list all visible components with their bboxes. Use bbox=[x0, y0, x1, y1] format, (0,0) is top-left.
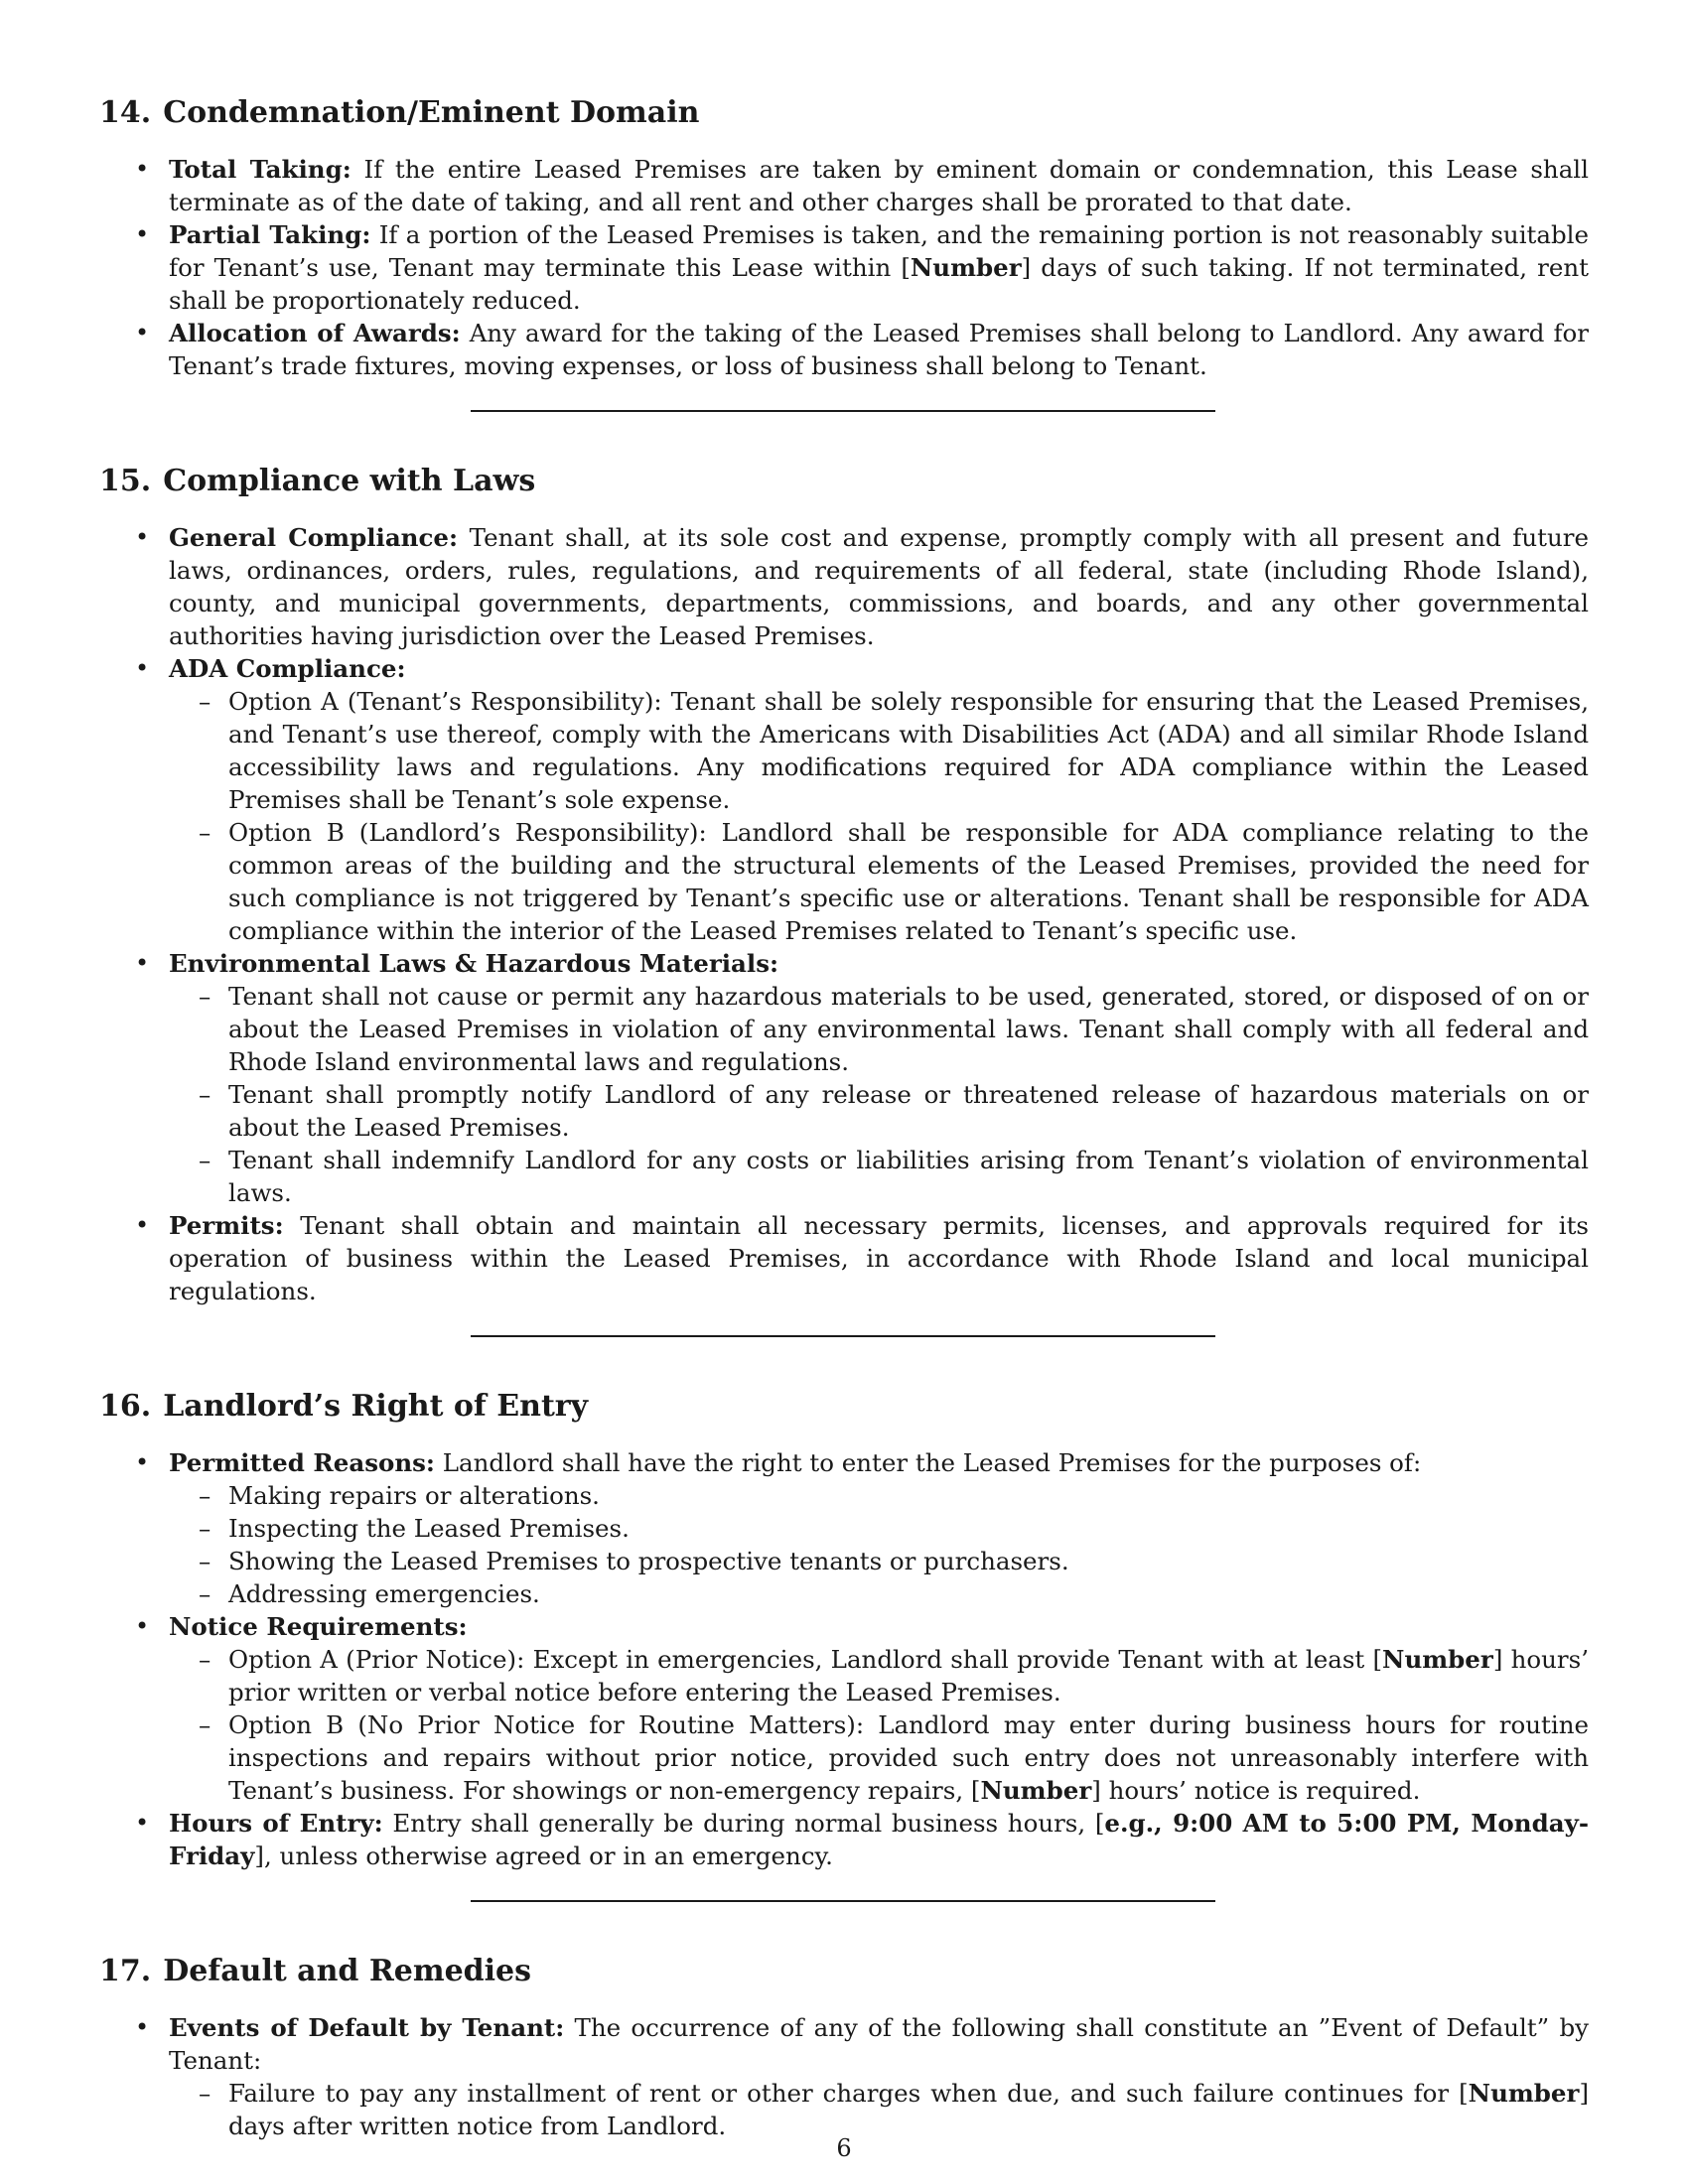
sub-item: – Inspecting the Leased Premises. bbox=[169, 1512, 1589, 1545]
section-17 bbox=[99, 1946, 1589, 2142]
section-divider bbox=[471, 1900, 1215, 1902]
item-text: ] hours’ notice is required. bbox=[1091, 1776, 1421, 1805]
sub-list bbox=[169, 980, 1589, 1209]
sub-item: – Option B (Landlord’s Responsibility): Landlord shall be responsible for ADA compliance relating to the common areas of the building and the structural elements of the Leased Premises, provided the need for such compliance is not triggered by Tenant’s specific use or alterations. Tenant shall be responsible for ADA compliance within the interior of the Leased Premises related to Tenant’s specific use. bbox=[169, 816, 1589, 947]
sub-item bbox=[169, 1708, 1589, 1807]
item-label: Permitted Reasons: bbox=[169, 1448, 435, 1477]
placeholder: e.g., 9:00 AM to 5:00 PM, Monday-Friday bbox=[169, 1809, 1590, 1870]
page-number: 6 bbox=[836, 2134, 852, 2162]
section-number: 16. bbox=[99, 1389, 152, 1424]
section-number: 17. bbox=[99, 1954, 152, 1988]
sub-list bbox=[169, 2077, 1589, 2142]
item-label: Total Taking: bbox=[169, 155, 352, 184]
list-item bbox=[99, 153, 1589, 218]
placeholder: Number bbox=[980, 1776, 1092, 1805]
item-text: ] days of such taking. If not terminated, rent shall be proportionately reduced. bbox=[169, 253, 1589, 315]
sub-item: – Tenant shall promptly notify Landlord of any release or threatened release of hazardous materials on or about the Leased Premises. bbox=[169, 1078, 1589, 1144]
list-item bbox=[99, 521, 1589, 652]
item-text: Failure to pay any installment of rent or other charges when due, and such failure continues for [ bbox=[228, 2079, 1469, 2108]
bullet-list bbox=[99, 1446, 1589, 1872]
item-text: Any award for the taking of the Leased Premises shall belong to Landlord. Any award for Tenant’s trade fixtures, moving expenses, or loss of business shall belong to Tenant. bbox=[169, 319, 1589, 380]
item-label: Environmental Laws & Hazardous Materials: bbox=[169, 949, 779, 978]
section-heading bbox=[99, 1946, 1589, 1997]
item-text: The occurrence of any of the following shall constitute an ”Event of Default” by Tenant: bbox=[169, 2013, 1589, 2075]
item-text: Option A (Prior Notice): Except in emergencies, Landlord shall provide Tenant with at least [ bbox=[228, 1645, 1383, 1674]
bullet-list bbox=[99, 521, 1589, 1307]
section-16 bbox=[99, 1381, 1589, 1902]
section-number: 14. bbox=[99, 95, 152, 130]
item-label: Allocation of Awards: bbox=[169, 319, 461, 347]
item-text: Entry shall generally be during normal business hours, [ bbox=[392, 1809, 1105, 1838]
list-item bbox=[99, 947, 1589, 1209]
section-title: Compliance with Laws bbox=[163, 464, 536, 498]
item-label: Permits: bbox=[169, 1211, 284, 1240]
item-text: If the entire Leased Premises are taken by eminent domain or condemnation, this Lease shall terminate as of the date of taking, and all rent and other charges shall be prorated to that date. bbox=[169, 155, 1589, 216]
placeholder: Number bbox=[910, 253, 1022, 282]
item-label: Hours of Entry: bbox=[169, 1809, 383, 1838]
section-title: Condemnation/Eminent Domain bbox=[163, 95, 700, 130]
list-item bbox=[99, 1209, 1589, 1307]
item-label: Partial Taking: bbox=[169, 220, 371, 249]
item-text: ] days after written notice from Landlord. bbox=[228, 2079, 1589, 2140]
placeholder: Number bbox=[1468, 2079, 1580, 2108]
sub-item: – Tenant shall indemnify Landlord for any costs or liabilities arising from Tenant’s violation of environmental laws. bbox=[169, 1144, 1589, 1209]
sub-item: – Showing the Leased Premises to prospective tenants or purchasers. bbox=[169, 1545, 1589, 1577]
item-text: If a portion of the Leased Premises is taken, and the remaining portion is not reasonably suitable for Tenant’s use, Tenant may terminate this Lease within [ bbox=[169, 220, 1589, 282]
item-text: ], unless otherwise agreed or in an emergency. bbox=[254, 1842, 833, 1870]
item-label: Notice Requirements: bbox=[169, 1612, 468, 1641]
section-title: Default and Remedies bbox=[163, 1954, 532, 1988]
placeholder: Number bbox=[1382, 1645, 1493, 1674]
item-text: Landlord shall have the right to enter the Leased Premises for the purposes of: bbox=[442, 1448, 1422, 1477]
list-item bbox=[99, 218, 1589, 317]
section-divider bbox=[471, 1335, 1215, 1337]
section-divider bbox=[471, 410, 1215, 412]
section-heading bbox=[99, 456, 1589, 507]
item-text: Option B (No Prior Notice for Routine Matters): Landlord may enter during business hours for routine inspections and repairs without prior notice, provided such entry does not unreasonably interfere with Tenant’s business. For showings or non-emergency repairs, [ bbox=[228, 1710, 1589, 1805]
item-text: Tenant shall, at its sole cost and expense, promptly comply with all present and future laws, ordinances, orders, rules, regulations, and requirements of all federal, state (including Rhode Island), county, and municipal governments, departments, commissions, and boards, and any other governmental authorities having jurisdiction over the Leased Premises. bbox=[169, 523, 1589, 650]
item-label: General Compliance: bbox=[169, 523, 459, 552]
sub-item: – Option A (Tenant’s Responsibility): Tenant shall be solely responsible for ensuring that the Leased Premises, and Tenant’s use thereof, comply with the Americans with Disabilities Act (ADA) and all similar Rhode Island accessibility laws and regulations. Any modifications required for ADA compliance within the Leased Premises shall be Tenant’s sole expense. bbox=[169, 685, 1589, 816]
item-label: ADA Compliance: bbox=[169, 654, 406, 683]
list-item bbox=[99, 1807, 1589, 1872]
bullet-list bbox=[99, 153, 1589, 382]
list-item bbox=[99, 2011, 1589, 2142]
section-heading bbox=[99, 1381, 1589, 1433]
sub-list bbox=[169, 1479, 1589, 1610]
section-15 bbox=[99, 456, 1589, 1337]
sub-item: – Addressing emergencies. bbox=[169, 1577, 1589, 1610]
sub-item bbox=[169, 1643, 1589, 1708]
item-label: Events of Default by Tenant: bbox=[169, 2013, 565, 2042]
list-item bbox=[99, 1446, 1589, 1610]
section-title: Landlord’s Right of Entry bbox=[163, 1389, 589, 1424]
sub-item bbox=[169, 2077, 1589, 2142]
list-item bbox=[99, 317, 1589, 382]
sub-item: – Tenant shall not cause or permit any hazardous materials to be used, generated, stored, or disposed of on or about the Leased Premises in violation of any environmental laws. Tenant shall comply with all federal and Rhode Island environmental laws and regulations. bbox=[169, 980, 1589, 1078]
item-text: Tenant shall obtain and maintain all necessary permits, licenses, and approvals required for its operation of business within the Leased Premises, in accordance with Rhode Island and local municipal regulations. bbox=[169, 1211, 1589, 1305]
bullet-list bbox=[99, 2011, 1589, 2142]
sub-list bbox=[169, 1643, 1589, 1807]
item-text: ] hours’ prior written or verbal notice before entering the Leased Premises. bbox=[228, 1645, 1589, 1706]
page-content bbox=[99, 87, 1589, 2142]
sub-list bbox=[169, 685, 1589, 947]
list-item bbox=[99, 652, 1589, 947]
section-14 bbox=[99, 87, 1589, 412]
list-item bbox=[99, 1610, 1589, 1807]
section-number: 15. bbox=[99, 464, 152, 498]
sub-item: – Making repairs or alterations. bbox=[169, 1479, 1589, 1512]
section-heading bbox=[99, 87, 1589, 139]
